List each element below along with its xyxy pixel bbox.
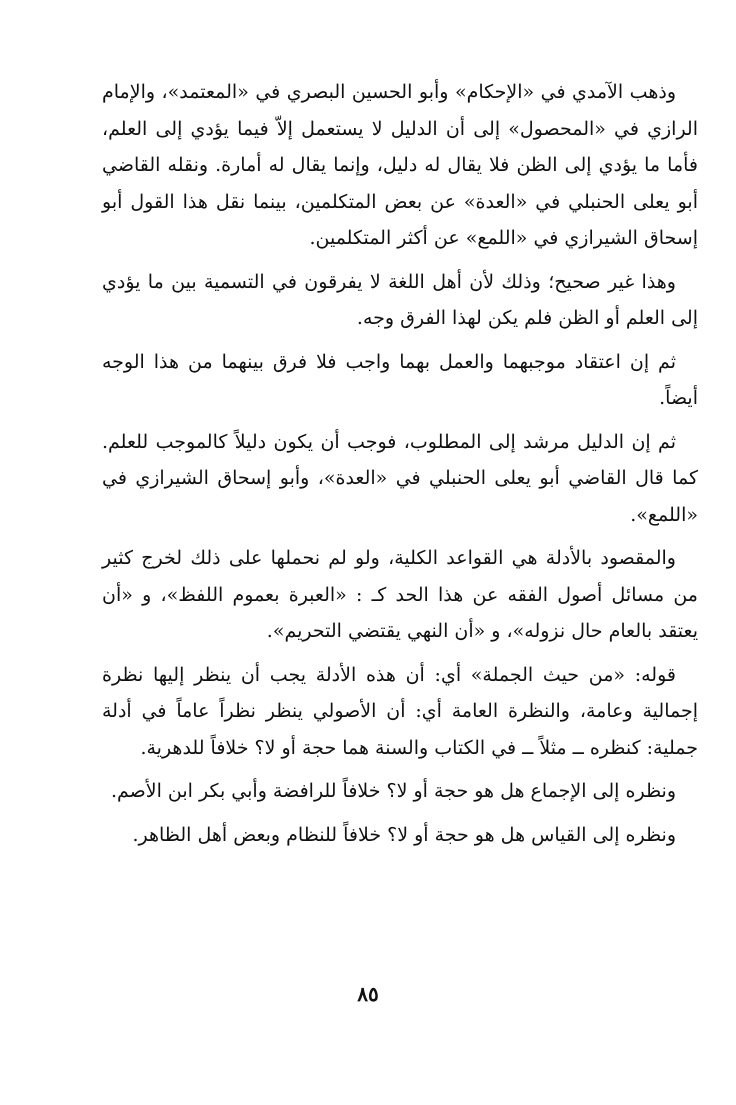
paragraph-7: ونظره إلى الإجماع هل هو حجة أو لا؟ خلافاً للرافضة وأبي بكر ابن الأصم. [110,780,676,802]
page-number: ٨٥ [357,982,379,1006]
paragraph-8: ونظره إلى القياس هل هو حجة أو لا؟ خلافاً للنظام وبعض أهل الظاهر. [132,823,676,846]
paragraph-1: وذهب الآمدي في «الإحكام» وأبو الحسين البصري في «المعتمد»، والإمام الرازي في «المحصول» إلى أن الدليل لا يستعمل إلاّ فيما يؤدي إلى العلم، فأما ما يؤدي إلى الظن فلا يقال له دليل، وإنما يقال له أمارة. ونقله القاضي أبو يعلى الحنبلي في «العدة» عن بعض المتكلمين، بينما نقل هذا القول أبو إسحاق الشيرازي في «اللمع» عن أكثر المتكلمين. [102,81,698,249]
paragraph-6: قوله: «من حيث الجملة» أي: أن هذه الأدلة يجب أن ينظر إليها نظرة إجمالية وعامة، والنظرة العامة أي: أن الأصولي ينظر نظراً عاماً في أدلة جملية: كنظره ــ مثلاً ــ في الكتاب والسنة هما حجة أو لا؟ خلافاً للدهرية. [102,663,698,759]
paragraph-2: وهذا غير صحيح؛ وذلك لأن أهل اللغة لا يفرقون في التسمية بين ما يؤدي إلى العلم أو الظن فلم يكن لهذا الفرق وجه. [102,270,698,329]
page-body [102,74,698,860]
paragraph-3: ثم إن اعتقاد موجبهما والعمل بهما واجب فلا فرق بينهما من هذا الوجه أيضاً. [102,350,698,409]
paragraph-4: ثم إن الدليل مرشد إلى المطلوب، فوجب أن يكون دليلاً كالموجب للعلم. كما قال القاضي أبو يعلى الحنبلي في «العدة»، وأبو إسحاق الشيرازي في «اللمع». [102,430,698,526]
paragraph-5: والمقصود بالأدلة هي القواعد الكلية، ولو لم نحملها على ذلك لخرج كثير من مسائل أصول الفقه عن هذا الحد كـ : «العبرة بعموم اللفظ»، و «أن يعتقد بالعام حال نزوله»، و «أن النهي يقتضي التحريم». [102,547,698,642]
